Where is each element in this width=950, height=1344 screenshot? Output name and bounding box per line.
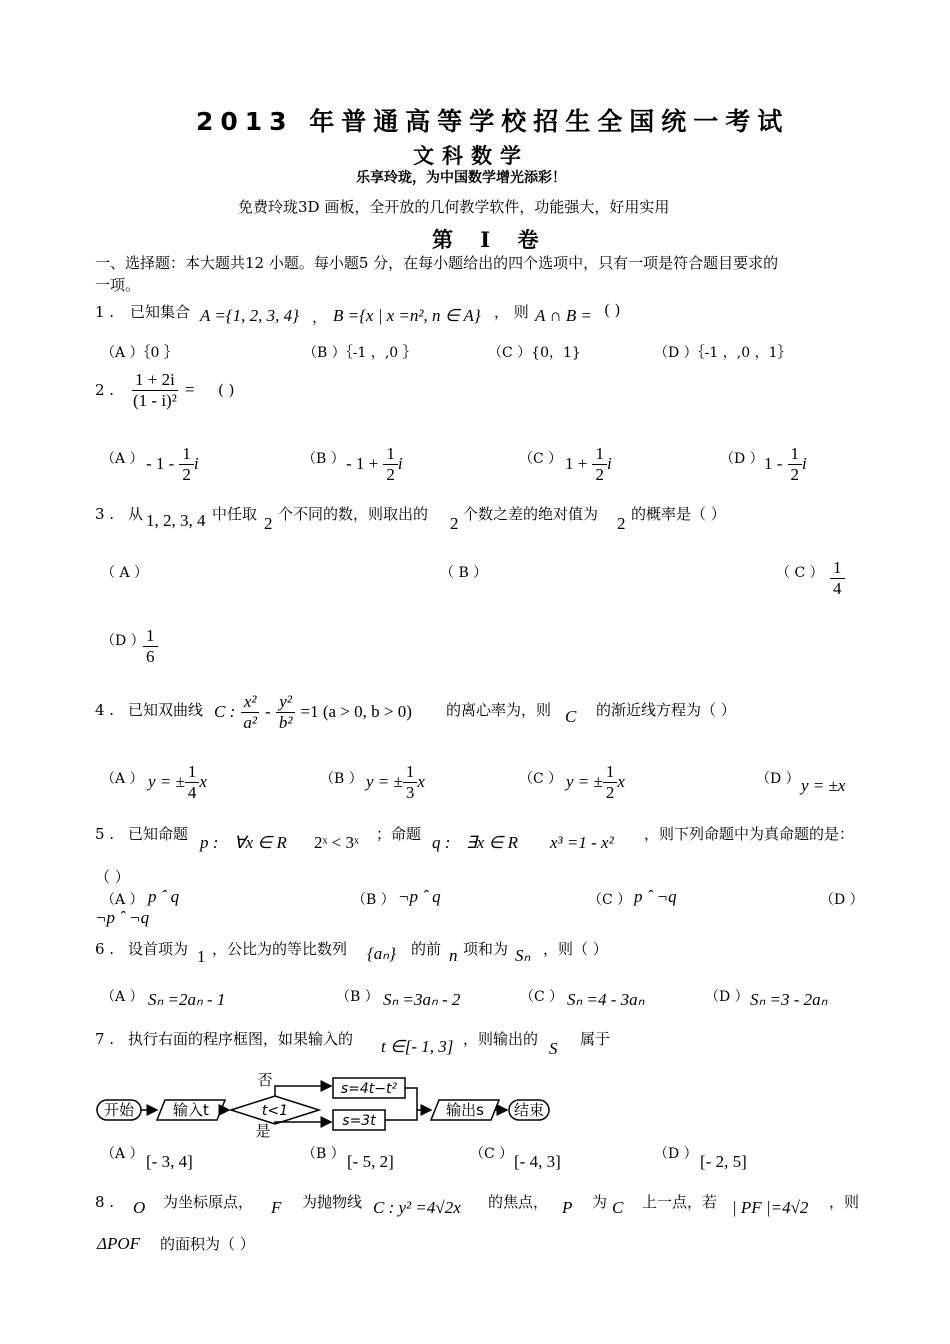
q4-number: 4 .: [95, 701, 115, 719]
q4-option-b-prefix: y = ±: [366, 772, 403, 791]
q8-number: 8 .: [95, 1193, 115, 1211]
q7-text-c: 属于: [580, 1030, 611, 1048]
q7-option-c-label: （C ）: [470, 1146, 514, 1162]
flow-input-label: 输入t: [173, 1101, 209, 1119]
q8-pf: | PF |=4√2: [732, 1198, 809, 1217]
q7-option-c: [- 4, 3]: [514, 1152, 561, 1171]
q6-sequence: {aₙ}: [367, 944, 396, 963]
q8-text-g: 的面积为（ ）: [160, 1235, 255, 1253]
q4-c: C: [565, 707, 577, 726]
q2-option-a-suffix: i: [193, 454, 199, 473]
q2-option-d: [764, 444, 807, 485]
q7-option-d-label: （D ）: [654, 1146, 698, 1162]
q4-option-c-den: 2: [605, 783, 615, 802]
q5-option-b: ¬p ˆ q: [398, 887, 441, 906]
q5-q-eq: x³ =1 - x²: [550, 833, 614, 852]
q4-option-d: y = ±x: [801, 776, 846, 795]
q5-text-a: 已知命题: [128, 825, 189, 843]
q5-p-ineq: 2ˣ < 3ˣ: [314, 833, 359, 852]
q2-numerator: 1 + 2i: [132, 370, 178, 391]
q7-option-a: [- 3, 4]: [146, 1152, 193, 1171]
q6-n: n: [449, 946, 458, 965]
q1-option-c: （C ）{0，1}: [488, 345, 581, 361]
q1-option-d: （D ）｛-1 ，,0 ，1｝: [654, 345, 792, 361]
q2-option-b-den: 2: [386, 465, 395, 484]
instruction-line-1: 一、选择题：本大题共12 小题。每小题5 分，在每小题给出的四个选项中，只有一项是符合题目要求的: [95, 254, 779, 272]
flow-branch-yes-label: s=3t: [342, 1113, 376, 1129]
q4-option-b-den: 3: [405, 783, 415, 802]
q8-parabola: C : y² =4√2x: [373, 1198, 461, 1217]
q3-option-a-label: （ A ）: [101, 565, 149, 581]
q8-text-c: 的焦点，: [488, 1193, 549, 1211]
q6-text-e: ，则（ ）: [543, 940, 608, 958]
flow-output-label: 输出s: [446, 1101, 484, 1119]
q2-option-a-label: （A ）: [101, 451, 144, 467]
q8-text-a: 为坐标原点，: [163, 1193, 254, 1211]
q3-text-a: 从: [128, 505, 144, 523]
q7-text-b: ，则输出的: [463, 1030, 539, 1048]
q2-option-b: [346, 444, 403, 485]
q4-option-b-label: （B ）: [320, 771, 363, 787]
q3-option-c: [830, 558, 845, 599]
q4-minus: -: [265, 702, 271, 721]
q7-number: 7 .: [95, 1030, 115, 1048]
q3-text-e: 的概率是（ ）: [631, 505, 726, 523]
q8-text-d: 为: [592, 1193, 608, 1211]
q4-option-a-label: （A ）: [101, 771, 144, 787]
q5-text-c: ，则下列命题中为真命题的是：: [644, 825, 855, 843]
q6-one: 1: [197, 947, 206, 966]
q4-option-a-num: 1: [185, 762, 200, 783]
q2-fraction: [130, 370, 195, 411]
q2-option-d-num: 1: [788, 444, 803, 465]
q6-option-b-label: （B ）: [336, 989, 379, 1005]
q5-p-expr: ∀x ∈ R: [234, 833, 287, 852]
exam-subject: 文科数学: [413, 144, 529, 168]
q8-c: C: [612, 1198, 624, 1217]
q4-option-c-suffix: x: [617, 772, 625, 791]
q4-y2: y²: [276, 692, 295, 713]
q6-text-d: 项和为: [463, 940, 509, 958]
q4-text-b: 的离心率为，则: [446, 701, 552, 719]
q5-option-d-label: （D ）: [820, 892, 864, 908]
slogan: 乐享玲珑，为中国数学增光添彩！: [356, 170, 566, 186]
q2-option-c: [565, 444, 612, 485]
flow-yes-label: 是: [255, 1122, 271, 1138]
q4-option-d-label: （D ）: [756, 771, 800, 787]
q4-option-b: [366, 762, 425, 803]
q7-s: S: [549, 1039, 558, 1058]
q3-option-b-label: （ B ）: [440, 565, 488, 581]
q8-f: F: [271, 1198, 282, 1217]
q4-option-a-suffix: x: [199, 772, 207, 791]
q2-option-a-num: 1: [179, 444, 194, 465]
q1-set-b: B ={x | x =n², n ∈ A}: [333, 306, 481, 325]
q8-triangle: ΔPOF: [97, 1234, 141, 1253]
q2-option-a: [146, 444, 199, 485]
q5-option-a-label: （A ）: [101, 892, 144, 908]
q4-option-c-prefix: y = ±: [566, 772, 603, 791]
q8-o: O: [133, 1198, 146, 1217]
q7-option-b: [- 5, 2]: [347, 1152, 394, 1171]
q2-denominator: (1 - i)²: [133, 391, 177, 410]
q4-option-a: [148, 762, 207, 803]
q7-flowchart: [95, 1070, 555, 1138]
q2-option-c-num: 1: [592, 444, 607, 465]
q6-option-b: Sₙ =3aₙ - 2: [383, 990, 461, 1009]
ad-line: 免费玲珑3D 画板，全开放的几何教学软件，功能强大，好用实用: [238, 198, 670, 216]
q3-text-b: 中任取: [212, 505, 258, 523]
q4-condition: =1 (a > 0, b > 0): [300, 702, 412, 721]
q5-q-expr: ∃x ∈ R: [466, 833, 518, 852]
q7-option-a-label: （A ）: [101, 1146, 144, 1162]
q3-option-c-num: 1: [830, 558, 845, 579]
flow-branch-no-label: s=4t−t²: [340, 1081, 398, 1097]
q4-option-b-num: 1: [403, 762, 418, 783]
q4-option-a-prefix: y = ±: [148, 772, 185, 791]
q6-option-a-label: （A ）: [101, 989, 144, 1005]
q2-option-d-prefix: 1 -: [764, 454, 783, 473]
q2-option-d-label: （D ）: [720, 451, 764, 467]
q2-option-d-suffix: i: [802, 454, 807, 473]
q3-option-d-den: 6: [146, 647, 155, 666]
q6-option-d: Sₙ =3 - 2aₙ: [750, 990, 828, 1009]
q8-text-e: 上一点，若: [642, 1193, 718, 1211]
q3-n2: 2: [450, 514, 459, 533]
q2-option-c-suffix: i: [606, 454, 612, 473]
q1-number: 1 .: [95, 303, 115, 321]
q5-option-a: p ˆ q: [148, 887, 180, 906]
q2-option-c-prefix: 1 +: [565, 454, 588, 473]
q8-text-b: 为抛物线: [302, 1193, 363, 1211]
q3-option-d: [143, 626, 158, 667]
q2-option-b-prefix: - 1 +: [346, 454, 379, 473]
q1-option-b: （B ）｛-1 ，,0 ｝: [303, 345, 417, 361]
q4-option-c-num: 1: [603, 762, 618, 783]
flow-start-label: 开始: [103, 1101, 135, 1119]
q4-text-a: 已知双曲线: [128, 701, 204, 719]
q1-paren: ( ): [604, 301, 621, 319]
q6-text-a: 设首项为: [128, 940, 189, 958]
q2-option-b-num: 1: [383, 444, 398, 465]
q1-set-a: A ={1, 2, 3, 4}: [200, 306, 299, 325]
q7-option-b-label: （B ）: [302, 1146, 345, 1162]
q2-option-c-den: 2: [595, 465, 604, 484]
q4-option-b-suffix: x: [417, 772, 425, 791]
q2-option-b-suffix: i: [397, 454, 403, 473]
q7-option-d: [- 2, 5]: [700, 1152, 747, 1171]
q3-number: 3 .: [95, 505, 115, 523]
q5-paren: （ ）: [95, 868, 130, 886]
q8-text-f: ，则: [829, 1193, 860, 1211]
q4-a2: a²: [243, 713, 257, 732]
q5-p: p :: [200, 833, 219, 852]
q5-option-c: p ˆ ¬q: [634, 887, 677, 906]
q1-text-b: ， 则: [494, 303, 529, 321]
q1-text-a: 已知集合: [130, 303, 191, 321]
q3-option-d-label: （D ）: [101, 633, 145, 649]
q4-hyperbola: [214, 692, 412, 733]
q6-sn: Sₙ: [515, 946, 531, 965]
exam-title: 2013 年普通高等学校招生全国统一考试: [196, 107, 790, 136]
q5-text-b: ；命题: [376, 825, 422, 843]
q3-set: 1, 2, 3, 4: [146, 511, 206, 530]
q3-option-c-den: 4: [833, 579, 842, 598]
q4-option-a-den: 4: [187, 783, 197, 802]
q1-sep: ，: [312, 308, 328, 326]
q2-option-d-den: 2: [790, 465, 800, 484]
q3-n3: 2: [617, 514, 626, 533]
q2-number: 2 .: [95, 381, 115, 399]
q1-expr: A ∩ B =: [535, 306, 592, 325]
q7-condition: t ∈[- 1, 3]: [381, 1037, 454, 1056]
q6-option-a: Sₙ =2aₙ - 1: [148, 990, 226, 1009]
q4-b2: b²: [278, 713, 293, 732]
q6-text-b: ，公比为的等比数列: [212, 940, 348, 958]
q4-text-c: 的渐近线方程为（ ）: [596, 701, 736, 719]
q2-option-a-den: 2: [182, 465, 191, 484]
q7-text-a: 执行右面的程序框图，如果输入的: [128, 1030, 354, 1048]
q6-text-c: 的前: [411, 940, 442, 958]
q6-option-d-label: （D ）: [705, 989, 749, 1005]
q3-text-c: 个不同的数，则取出的: [278, 505, 429, 523]
flow-no-label: 否: [257, 1071, 273, 1089]
instruction-line-2: 一项。: [95, 276, 141, 294]
q2-equals: =: [184, 380, 195, 399]
q5-number: 5 .: [95, 825, 115, 843]
q4-x2: x²: [241, 692, 260, 713]
q3-n1: 2: [264, 514, 273, 533]
q2-option-c-label: （C ）: [519, 451, 563, 467]
flow-decision-label: t<1: [261, 1103, 289, 1119]
q2-paren: ( ): [218, 381, 235, 399]
q2-option-b-label: （B ）: [302, 451, 345, 467]
q5-option-c-label: （C ）: [588, 892, 632, 908]
flow-end-label: 结束: [513, 1101, 545, 1119]
q3-option-d-num: 1: [143, 626, 158, 647]
q4-option-c-label: （C ）: [519, 771, 563, 787]
q6-option-c-label: （C ）: [520, 989, 564, 1005]
q1-option-a: （A ）｛0 ｝: [101, 345, 178, 361]
q5-option-d: ¬p ˆ ¬q: [95, 908, 150, 927]
q6-option-c: Sₙ =4 - 3aₙ: [567, 990, 645, 1009]
q3-option-c-label: （ C ）: [776, 565, 824, 581]
q5-option-b-label: （B ）: [352, 892, 395, 908]
q3-text-d: 个数之差的绝对值为: [463, 505, 599, 523]
q5-q: q :: [432, 833, 451, 852]
q6-number: 6 .: [95, 940, 115, 958]
volume-heading: 第 Ⅰ 卷: [432, 227, 549, 252]
q4-option-c: [566, 762, 625, 803]
q8-p: P: [562, 1198, 573, 1217]
q2-option-a-prefix: - 1 -: [146, 454, 175, 473]
q4-curve-label: C :: [214, 702, 236, 721]
